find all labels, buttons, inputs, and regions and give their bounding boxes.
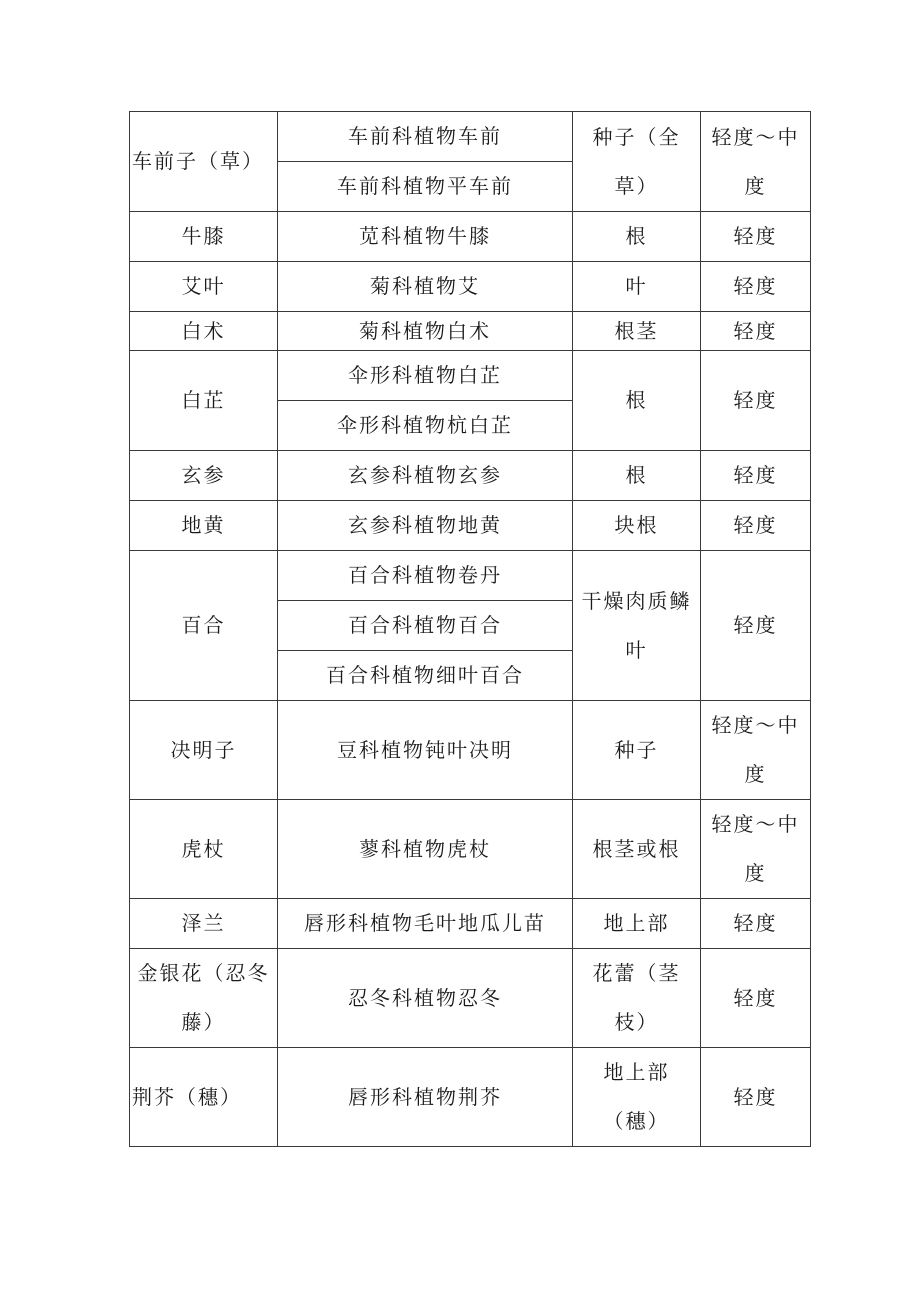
level-cell: 轻度 [701,212,811,262]
herb-name-cell: 艾叶 [130,262,278,312]
part-cell: 地上部（穗） [573,1048,701,1147]
source-cell: 菊科植物白术 [278,312,573,351]
table-row [130,1048,811,1147]
level-cell: 轻度 [701,262,811,312]
level-cell: 轻度 [701,949,811,1048]
part-cell: 花蕾（茎枝） [573,949,701,1048]
part-cell: 叶 [573,262,701,312]
part-cell: 根茎或根 [573,800,701,899]
herb-name-cell: 地黄 [130,501,278,551]
herb-name-cell: 荆芥（穗） [130,1048,278,1147]
herb-name-cell: 白芷 [130,351,278,451]
source-cell: 车前科植物平车前 [278,162,573,212]
source-cell: 唇形科植物荆芥 [278,1048,573,1147]
level-cell: 轻度～中度 [701,800,811,899]
level-cell: 轻度 [701,351,811,451]
source-cell: 玄参科植物玄参 [278,451,573,501]
table-row [130,501,811,551]
part-cell: 根 [573,351,701,451]
part-cell: 根 [573,212,701,262]
source-cell: 车前科植物车前 [278,112,573,162]
part-cell: 根茎 [573,312,701,351]
part-cell: 干燥肉质鳞叶 [573,551,701,701]
level-cell: 轻度 [701,501,811,551]
table-row [130,312,811,351]
herb-name-cell: 牛膝 [130,212,278,262]
table-row [130,212,811,262]
source-cell: 百合科植物卷丹 [278,551,573,601]
table-row [130,351,811,401]
source-cell: 菊科植物艾 [278,262,573,312]
table-row [130,112,811,162]
table-row [130,701,811,800]
table-row [130,262,811,312]
part-cell: 地上部 [573,899,701,949]
level-cell: 轻度～中度 [701,701,811,800]
source-cell: 唇形科植物毛叶地瓜儿苗 [278,899,573,949]
herb-name-cell: 金银花（忍冬藤） [130,949,278,1048]
level-cell: 轻度 [701,1048,811,1147]
table-row [130,551,811,601]
source-cell: 伞形科植物白芷 [278,351,573,401]
source-cell: 苋科植物牛膝 [278,212,573,262]
table-row [130,899,811,949]
part-cell: 根 [573,451,701,501]
source-cell: 玄参科植物地黄 [278,501,573,551]
herb-name-cell: 白术 [130,312,278,351]
level-cell: 轻度～中度 [701,112,811,212]
part-cell: 种子 [573,701,701,800]
herb-name-cell: 虎杖 [130,800,278,899]
herb-name-cell: 决明子 [130,701,278,800]
source-cell: 百合科植物百合 [278,601,573,651]
part-cell: 种子（全草） [573,112,701,212]
source-cell: 豆科植物钝叶决明 [278,701,573,800]
table-row [130,451,811,501]
herb-name-cell: 玄参 [130,451,278,501]
source-cell: 伞形科植物杭白芷 [278,401,573,451]
table-row [130,949,811,1048]
source-cell: 忍冬科植物忍冬 [278,949,573,1048]
level-cell: 轻度 [701,899,811,949]
part-cell: 块根 [573,501,701,551]
table-row [130,800,811,899]
source-cell: 百合科植物细叶百合 [278,651,573,701]
level-cell: 轻度 [701,451,811,501]
herb-name-cell: 泽兰 [130,899,278,949]
herb-table [129,111,811,1147]
level-cell: 轻度 [701,551,811,701]
source-cell: 蓼科植物虎杖 [278,800,573,899]
herb-name-cell: 百合 [130,551,278,701]
level-cell: 轻度 [701,312,811,351]
herb-name-cell: 车前子（草） [130,112,278,212]
